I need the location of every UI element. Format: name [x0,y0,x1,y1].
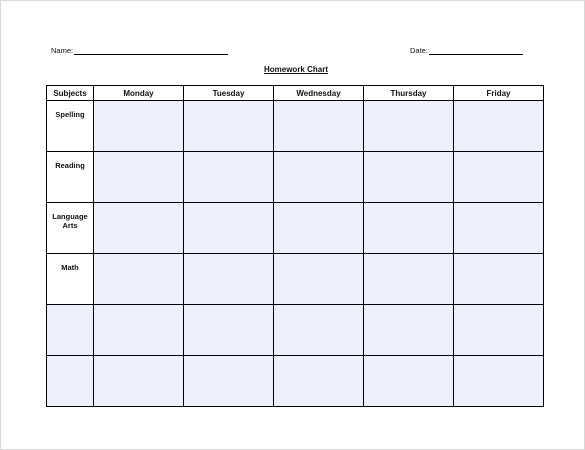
homework-cell-tuesday[interactable] [184,152,274,203]
homework-cell-monday[interactable] [94,101,184,152]
table-row [47,101,544,152]
chart-title: Homework Chart [263,65,328,74]
subject-cell: Math [47,254,94,305]
homework-cell-thursday[interactable] [364,203,454,254]
subject-cell: Spelling [47,101,94,152]
table-header-row [47,86,544,101]
date-label: Date: [410,46,428,55]
homework-cell-tuesday[interactable] [184,203,274,254]
homework-cell-monday[interactable] [94,356,184,407]
homework-cell-friday[interactable] [454,152,544,203]
homework-cell-thursday[interactable] [364,152,454,203]
column-header-wednesday: Wednesday [274,86,364,101]
homework-cell-friday[interactable] [454,203,544,254]
name-blank-line[interactable] [74,47,228,55]
homework-cell-tuesday[interactable] [184,101,274,152]
name-label: Name: [51,46,74,55]
column-header-thursday: Thursday [364,86,454,101]
date-field [410,46,523,55]
table-row [47,152,544,203]
column-header-friday: Friday [454,86,544,101]
homework-cell-friday[interactable] [454,101,544,152]
name-field [51,46,228,55]
homework-cell-monday[interactable] [94,152,184,203]
homework-cell-thursday[interactable] [364,254,454,305]
subject-cell[interactable] [47,356,94,407]
column-header-monday: Monday [94,86,184,101]
date-blank-line[interactable] [429,47,523,55]
homework-cell-monday[interactable] [94,254,184,305]
homework-cell-tuesday[interactable] [184,254,274,305]
homework-cell-wednesday[interactable] [274,152,364,203]
homework-cell-friday[interactable] [454,305,544,356]
homework-cell-friday[interactable] [454,356,544,407]
homework-cell-monday[interactable] [94,305,184,356]
subject-cell: Language Arts [47,203,94,254]
homework-table [46,85,544,407]
homework-cell-thursday[interactable] [364,305,454,356]
column-header-tuesday: Tuesday [184,86,274,101]
homework-cell-wednesday[interactable] [274,305,364,356]
table-row [47,356,544,407]
table-row [47,305,544,356]
homework-cell-tuesday[interactable] [184,356,274,407]
table-row [47,254,544,305]
homework-cell-wednesday[interactable] [274,254,364,305]
homework-cell-thursday[interactable] [364,356,454,407]
subject-cell[interactable] [47,305,94,356]
column-header-subjects: Subjects [47,86,94,101]
homework-cell-friday[interactable] [454,254,544,305]
subject-cell: Reading [47,152,94,203]
homework-cell-wednesday[interactable] [274,356,364,407]
homework-cell-thursday[interactable] [364,101,454,152]
table-row [47,203,544,254]
homework-cell-wednesday[interactable] [274,101,364,152]
homework-cell-tuesday[interactable] [184,305,274,356]
homework-cell-monday[interactable] [94,203,184,254]
homework-cell-wednesday[interactable] [274,203,364,254]
